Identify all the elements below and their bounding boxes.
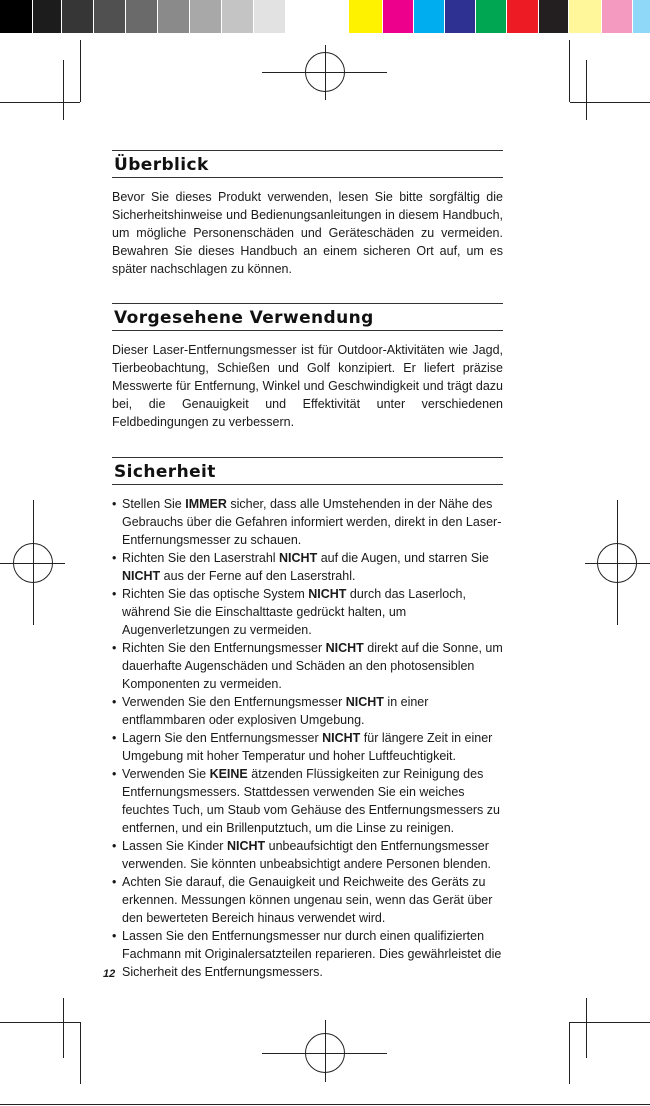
safety-list — [112, 495, 503, 981]
emphasis-text: IMMER — [185, 497, 227, 511]
list-item — [112, 729, 503, 765]
color-swatch — [633, 0, 650, 33]
emphasis-text: NICHT — [226, 839, 266, 853]
section-intended-use — [112, 303, 503, 431]
bullet-icon: • — [112, 839, 117, 853]
color-swatch — [222, 0, 254, 33]
item-text: durch das Laserloch, während Sie die Einschalttaste gedrückt halten, um Augenverletzungen zu vermeiden. — [122, 587, 466, 637]
color-swatch — [62, 0, 94, 33]
list-item — [112, 549, 503, 585]
section-overview — [112, 150, 503, 278]
emphasis-text: NICHT — [122, 569, 161, 583]
bullet-icon: • — [112, 587, 117, 601]
item-text: Lagern Sie den Entfernungsmesser — [122, 731, 323, 745]
crop-mark — [0, 1104, 650, 1105]
bullet-icon: • — [112, 731, 117, 745]
item-text: in einer entflammbaren oder explosiven Umgebung. — [122, 695, 429, 727]
item-text: auf die Augen, und starren Sie — [317, 551, 489, 565]
item-text: Verwenden Sie — [122, 767, 210, 781]
color-swatch — [314, 0, 349, 33]
color-swatch — [476, 0, 507, 33]
crop-mark — [569, 40, 570, 102]
section-safety — [112, 457, 503, 981]
color-swatch — [0, 0, 33, 33]
list-item — [112, 495, 503, 549]
list-item — [112, 873, 503, 927]
crop-mark — [570, 1022, 650, 1023]
item-text: aus der Ferne auf den Laserstrahl. — [160, 569, 356, 583]
crop-mark — [570, 102, 650, 103]
emphasis-text: NICHT — [279, 551, 318, 565]
section-text: Bevor Sie dieses Produkt verwenden, lesen Sie bitte sorgfältig die Sicherheitshinweise und Bedienungsanleitungen in diesem Handbuch, um mögliche Personenschäden und Geräteschäden zu vermeiden. Bewahren Sie dieses Handbuch an einem sicheren Ort auf, um es später nachschlagen zu können. — [112, 190, 503, 276]
bullet-icon: • — [112, 497, 117, 511]
list-item — [112, 927, 503, 981]
color-swatch — [190, 0, 222, 33]
color-swatch — [602, 0, 633, 33]
emphasis-text: NICHT — [308, 587, 347, 601]
emphasis-text: KEINE — [209, 767, 248, 781]
crop-mark — [80, 40, 81, 102]
item-text: Richten Sie das optische System — [122, 587, 309, 601]
bullet-icon: • — [112, 929, 117, 943]
crop-mark — [569, 1022, 570, 1084]
emphasis-text: NICHT — [345, 695, 384, 709]
color-swatch — [94, 0, 126, 33]
list-item — [112, 585, 503, 639]
item-text: Lassen Sie Kinder — [122, 839, 227, 853]
crop-mark — [63, 60, 64, 120]
item-text: Achten Sie darauf, die Genauigkeit und Reichweite des Geräts zu erkennen. Messungen können ungenau sein, wenn das Gerät über den bewerteten Bereich hinaus verwendet wird. — [122, 875, 493, 925]
item-text: Verwenden Sie den Entfernungsmesser — [122, 695, 346, 709]
bullet-icon: • — [112, 695, 117, 709]
bullet-icon: • — [112, 767, 117, 781]
color-swatch — [445, 0, 476, 33]
color-swatch — [33, 0, 62, 33]
color-swatch — [126, 0, 158, 33]
crop-mark — [0, 1022, 80, 1023]
bullet-icon: • — [112, 875, 117, 889]
crop-mark — [0, 102, 80, 103]
list-item — [112, 765, 503, 837]
list-item — [112, 693, 503, 729]
list-item — [112, 837, 503, 873]
bullet-icon: • — [112, 641, 117, 655]
emphasis-text: NICHT — [322, 731, 361, 745]
bullet-icon: • — [112, 551, 117, 565]
list-item — [112, 639, 503, 693]
color-calibration-bar — [0, 0, 650, 33]
emphasis-text: NICHT — [325, 641, 364, 655]
color-swatch — [254, 0, 286, 33]
section-title: Vorgesehene Verwendung — [112, 303, 503, 331]
color-swatch — [569, 0, 602, 33]
item-text: Richten Sie den Entfernungsmesser — [122, 641, 326, 655]
color-swatch — [383, 0, 414, 33]
item-text: Lassen Sie den Entfernungsmesser nur durch einen qualifizierten Fachmann mit Originalersatzteilen reparieren. Dies gewährleistet die Sicherheit des Entfernungsmessers. — [122, 929, 502, 979]
color-swatch — [349, 0, 383, 33]
crop-mark — [586, 60, 587, 120]
item-text: sicher, dass alle Umstehenden in der Nähe des Gebrauchs über die Gefahren informiert werden, direkt in den Laser-Entfernungsmesser zu schauen. — [122, 497, 502, 547]
item-text: ätzenden Flüssigkeiten zur Reinigung des Entfernungsmessers. Stattdessen verwenden Sie ein weiches feuchtes Tuch, um Staub vom Gehäuse des Entfernungsmessers zu entfernen, und ein Brillenputztuch, um die Linse zu reinigen. — [122, 767, 500, 835]
section-title: Sicherheit — [112, 457, 503, 485]
color-swatch — [414, 0, 445, 33]
item-text: direkt auf die Sonne, um dauerhafte Augenschäden und Schäden an den photosensiblen Komponenten zu vermeiden. — [122, 641, 503, 691]
item-text: Stellen Sie — [122, 497, 186, 511]
item-text: unbeaufsichtigt den Entfernungsmesser verwenden. Sie könnten unbeabsichtigt andere Personen blenden. — [122, 839, 492, 871]
color-swatch — [158, 0, 190, 33]
section-title: Überblick — [112, 150, 503, 178]
color-swatch — [539, 0, 569, 33]
crop-mark — [63, 998, 64, 1058]
item-text: Richten Sie den Laserstrahl — [122, 551, 280, 565]
crop-mark — [586, 998, 587, 1058]
color-swatch — [286, 0, 314, 33]
item-text: für längere Zeit in einer Umgebung mit hoher Temperatur und hoher Luftfeuchtigkeit. — [122, 731, 493, 763]
section-text: Dieser Laser-Entfernungsmesser ist für Outdoor-Aktivitäten wie Jagd, Tierbeobachtung, Schießen und Golf konzipiert. Er liefert präzise Messwerte für Entfernung, Winkel und Geschwindigkeit und trägt dazu bei, die Genauigkeit und Effektivität unter verschiedenen Feldbedingungen zu verbessern. — [112, 343, 503, 429]
page-number: 12 — [103, 968, 116, 980]
color-swatch — [507, 0, 539, 33]
crop-mark — [80, 1022, 81, 1084]
